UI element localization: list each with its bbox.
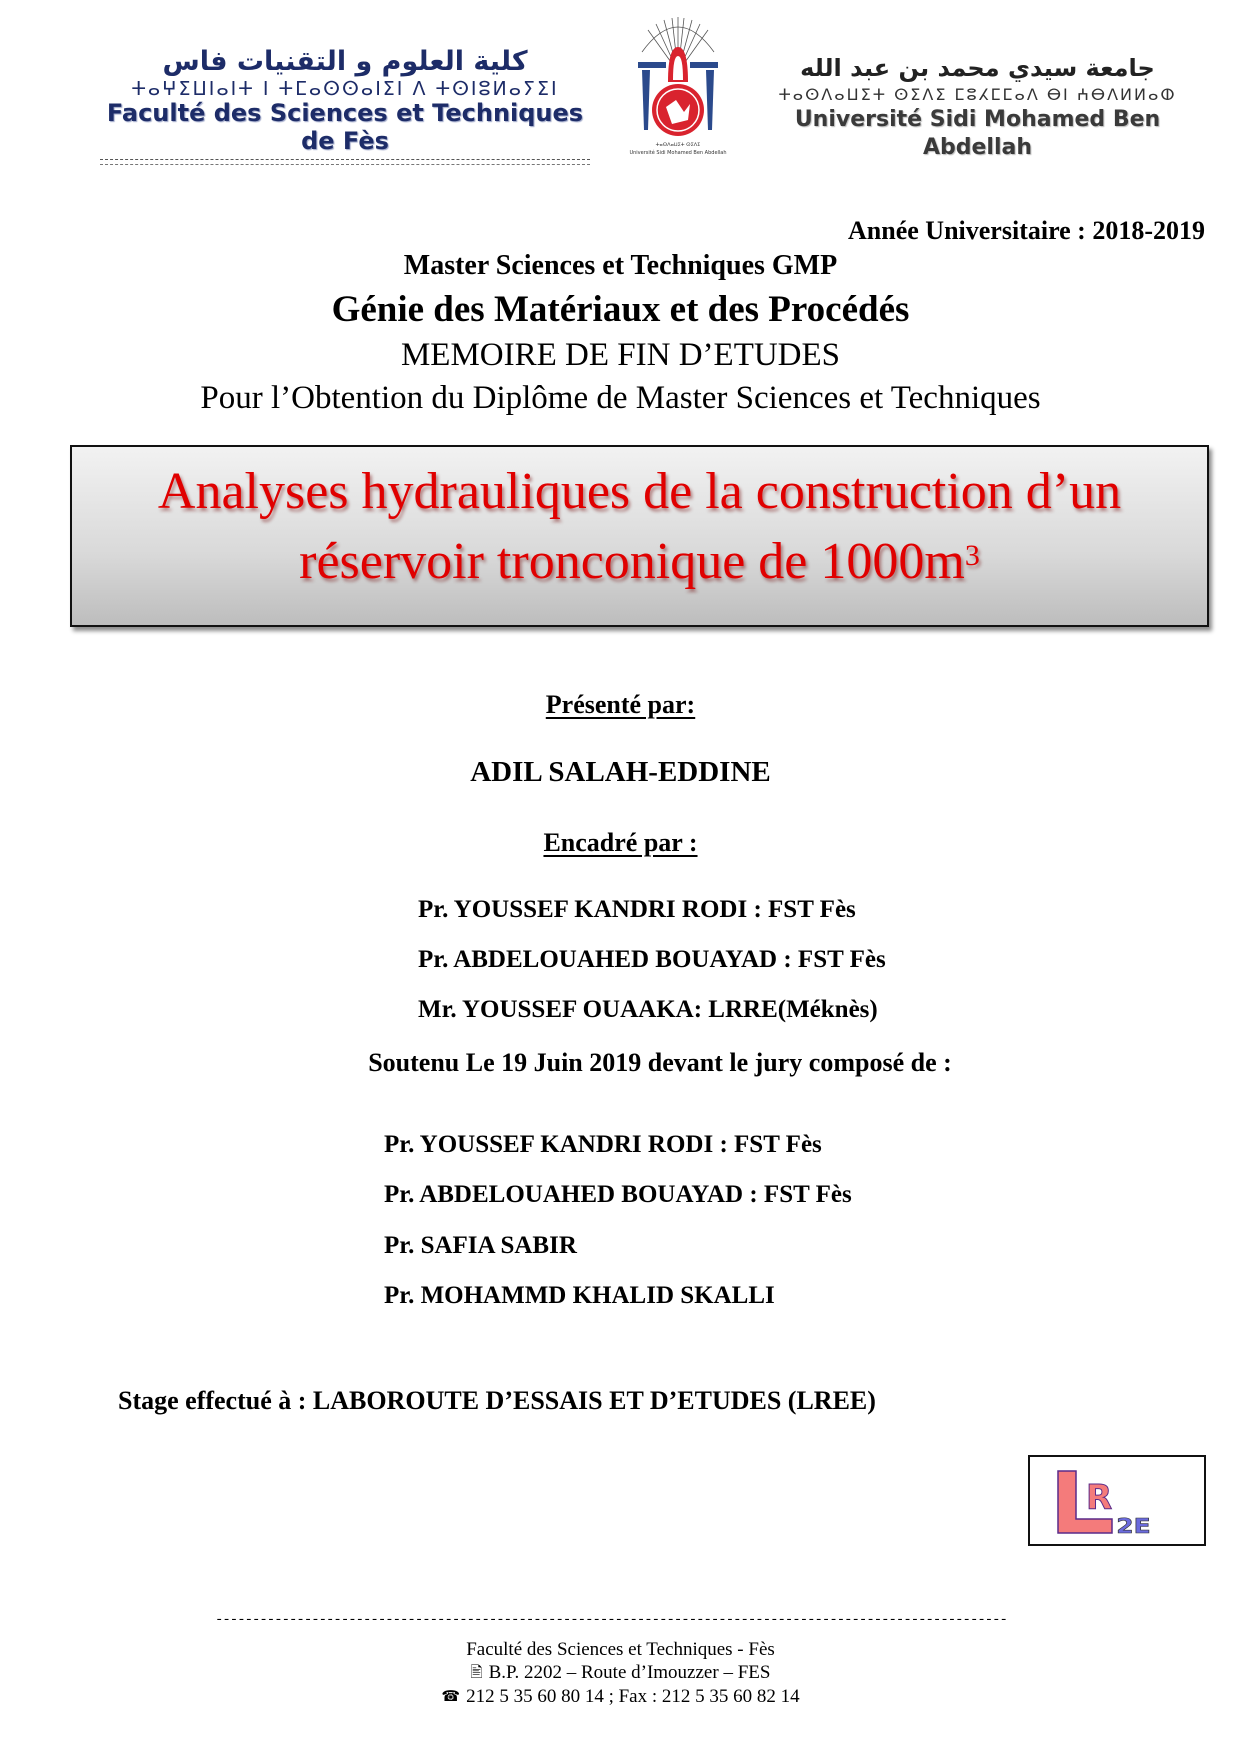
- jury-member: Pr. MOHAMMD KHALID SKALLI: [384, 1282, 775, 1309]
- thesis-title-line-1: Analyses hydrauliques de la construction d’un: [157, 463, 1122, 520]
- thesis-title-box: [70, 445, 1209, 627]
- footer-phone: ☎ 212 5 35 60 80 14 ; Fax : 212 5 35 60 82 14: [441, 1686, 800, 1707]
- svg-text:ⵜⴰⵙⴷⴰⵡⵉⵜ ⵙⵉⴷⵉ: ⵜⴰⵙⴷⴰⵡⵉⵜ ⵙⵉⴷⵉ: [655, 142, 701, 148]
- usmba-tifinagh-name: ⵜⴰⵙⴷⴰⵡⵉⵜ ⵙⵉⴷⵉ ⵎⵓⵃⵎⵎⴰⴷ ⴱⵏ ⵄⴱⴷⵍⵍⴰⵀ: [778, 85, 1177, 104]
- document-type: MEMOIRE DE FIN D’ETUDES: [400, 337, 841, 373]
- academic-year: Année Universitaire : 2018-2019: [848, 216, 1205, 245]
- supervisor-item: Pr. YOUSSEF KANDRI RODI : FST Fès: [418, 896, 856, 923]
- usmba-logo: [765, 52, 1190, 162]
- program-name: Master Sciences et Techniques GMP: [403, 250, 838, 281]
- lr2e-logo: [1028, 1455, 1206, 1546]
- thesis-title: [72, 457, 1207, 597]
- internship-line: Stage effectué à : LABOROUTE D’ESSAIS ET D’ETUDES (LREE): [118, 1386, 876, 1415]
- mail-icon: 🖹: [470, 1665, 483, 1681]
- jury-member: Pr. SAFIA SABIR: [384, 1232, 577, 1259]
- supervised-by-label: Encadré par :: [543, 828, 698, 857]
- svg-text:R: R: [1086, 1478, 1113, 1518]
- fst-tifinagh-name: ⵜⴰⵖⵉⵡⵏⴰⵏⵜ ⵏ ⵜⵎⴰⵙⵙⴰⵏⵉⵏ ⴷ ⵜⵙⵏⵓⵍⴰⵢⵉⵏ: [131, 78, 559, 100]
- fst-french-name: Faculté des Sciences et Techniques de Fès: [106, 99, 584, 155]
- phone-icon: ☎: [441, 1689, 461, 1705]
- usmba-arabic-name: جامعة سيدي محمد بن عبد الله: [800, 54, 1155, 82]
- specialty-name: Génie des Matériaux et des Procédés: [331, 289, 910, 330]
- footer-address: 🖹 B.P. 2202 – Route d’Imouzzer – FES: [470, 1662, 771, 1683]
- usmba-french-name: Université Sidi Mohamed Ben Abdellah: [794, 107, 1161, 160]
- supervisor-item: Pr. ABDELOUAHED BOUAYAD : FST Fès: [418, 946, 886, 973]
- jury-member: Pr. YOUSSEF KANDRI RODI : FST Fès: [384, 1131, 822, 1158]
- author-name: ADIL SALAH-EDDINE: [470, 756, 771, 788]
- thesis-title-line-2: réservoir tronconique de $1000m^3$: [299, 533, 980, 590]
- fst-decorative-rule: [100, 159, 590, 165]
- fst-logo: [95, 45, 595, 165]
- fst-arabic-name: كلية العلوم و التقنيات فاس: [162, 46, 528, 77]
- presented-by-label: Présenté par:: [545, 690, 696, 719]
- university-emblem-icon: [628, 12, 728, 160]
- defense-date-line: Soutenu Le 19 Juin 2019 devant le jury composé de :: [368, 1048, 952, 1077]
- jury-member: Pr. ABDELOUAHED BOUAYAD : FST Fès: [384, 1181, 852, 1208]
- svg-text:Université Sidi Mohamed Ben Ab: Université Sidi Mohamed Ben Abdellah: [629, 150, 727, 156]
- supervisor-item: Mr. YOUSSEF OUAAKA: LRRE(Méknès): [418, 996, 878, 1023]
- svg-text:2E: 2E: [1116, 1515, 1151, 1539]
- footer-institution: Faculté des Sciences et Techniques - Fès: [466, 1639, 775, 1660]
- diploma-purpose: Pour l’Obtention du Diplôme de Master Sciences et Techniques: [200, 380, 1041, 416]
- footer-divider: -----------------------------------------------------------------------------------------------------------: [215, 1612, 1007, 1628]
